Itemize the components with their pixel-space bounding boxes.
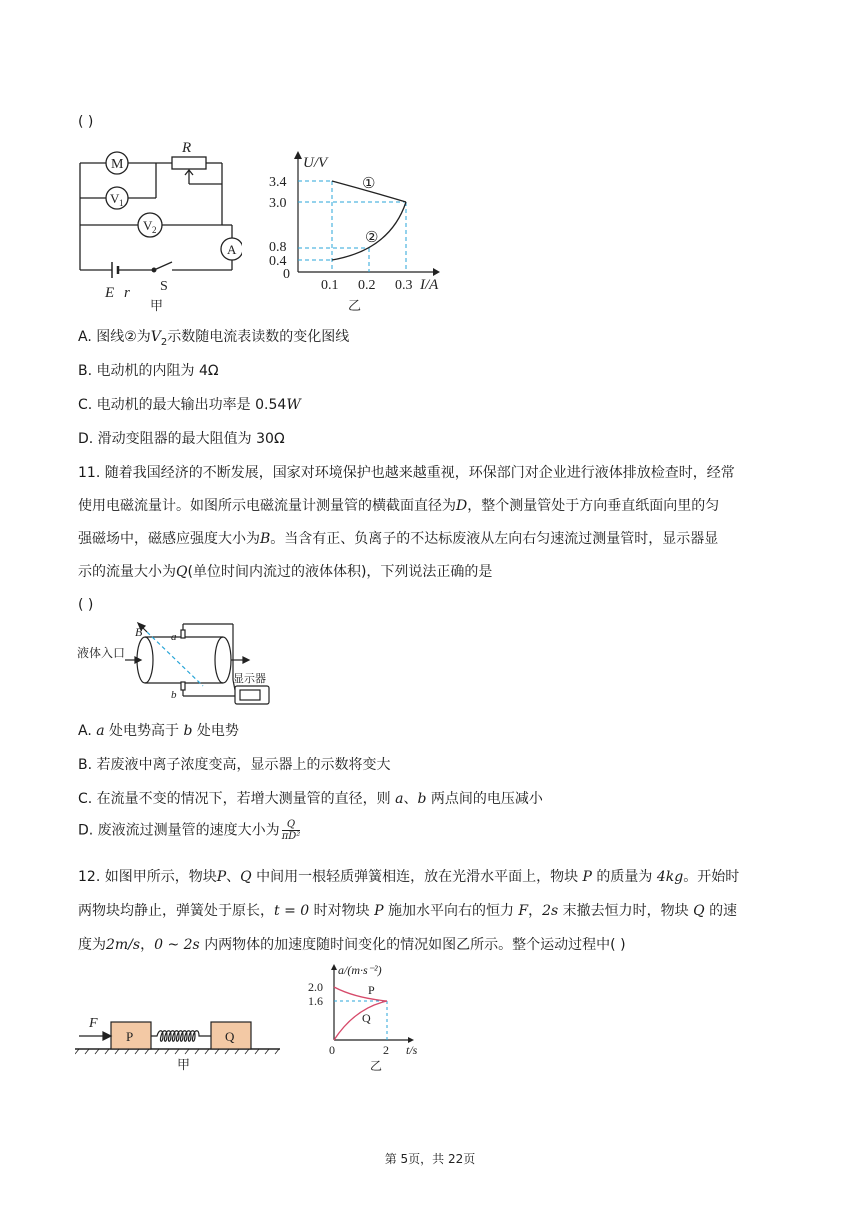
curve-1-label: ① [362, 176, 376, 192]
y-tick-3-4: 3.4 [269, 175, 287, 190]
q11-bracket: ( ) [78, 597, 94, 613]
label-V1: V [110, 191, 120, 206]
label-S: S [160, 279, 168, 294]
label-R: R [182, 140, 192, 156]
label-M: M [111, 157, 124, 172]
a-x-tick-0: 0 [329, 1043, 335, 1057]
q12-stem-line1: 12. 如图甲所示，物块P、Q 中间用一根轻质弹簧相连，放在光滑水平面上，物块 P 的质量为 4kg。开始时 [78, 869, 740, 885]
block-label-P: P [126, 1029, 134, 1044]
block-label-Q: Q [225, 1029, 235, 1044]
a-y-tick-2-0: 2.0 [308, 980, 323, 994]
x-tick-0-3: 0.3 [395, 278, 413, 293]
q11-option-c[interactable]: C. 在流量不变的情况下，若增大测量管的直径，则 a、b 两点间的电压减小 [78, 791, 543, 807]
ui-graph [265, 145, 455, 315]
flowmeter-diagram [75, 620, 285, 710]
blocks-diagram [75, 1005, 285, 1075]
a-x-label: t/s [406, 1043, 418, 1057]
label-V1-sub: 1 [119, 198, 124, 208]
y-tick-0: 0 [283, 267, 290, 282]
label-V2: V [143, 218, 153, 233]
q10-option-b[interactable]: B. 电动机的内阻为 4Ω [78, 363, 219, 379]
label-r: r [124, 285, 130, 301]
curve-2-label: ② [365, 230, 379, 246]
flow-label-B: B [135, 625, 143, 639]
flow-label-inlet: 液体入口 [77, 646, 126, 660]
x-axis-label: I/A [420, 277, 439, 293]
label-V2-sub: 2 [152, 225, 157, 235]
velocity-fraction: $\frac{Q}{\text{πD²}}$ [281, 819, 301, 842]
q11-stem-line4: 示的流量大小为Q(单位时间内流过的液体体积)，下列说法正确的是 [78, 564, 493, 580]
y-tick-3-0: 3.0 [269, 196, 287, 211]
y-axis-label: U/V [303, 155, 328, 171]
q11-option-b[interactable]: B. 若废液中离子浓度变高，显示器上的示数将变大 [78, 757, 391, 773]
a-y-label: a/(m·s⁻²) [338, 963, 382, 977]
a-curve-P: P [368, 983, 375, 997]
caption-jia-2: 甲 [177, 1057, 191, 1072]
caption-yi-2: 乙 [370, 1059, 383, 1073]
x-tick-0-1: 0.1 [321, 278, 339, 293]
q11-stem-line1: 11. 随着我国经济的不断发展，国家对环境保护也越来越重视，环保部门对企业进行液体排放检查时，经常 [78, 465, 735, 481]
flow-label-a: a [171, 631, 177, 643]
q11-stem-line2: 使用电磁流量计。如图所示电磁流量计测量管的横截面直径为D，整个测量管处于方向垂直纸面向里的匀 [78, 498, 720, 514]
q12-stem-line2: 两物块均静止，弹簧处于原长，t = 0 时对物块 P 施加水平向右的恒力 F，2s 末撤去恒力时，物块 Q 的速 [78, 903, 738, 919]
force-label-F: F [89, 1016, 98, 1031]
q10-option-d[interactable]: D. 滑动变阻器的最大阻值为 30Ω [78, 431, 285, 447]
flow-label-display: 显示器 [233, 673, 266, 685]
label-E: E [105, 285, 115, 301]
q10-option-a[interactable]: A. 图线②为$V_2$示数随电流表读数的变化图线 [78, 329, 350, 348]
q12-stem-line3: 度为2m/s，0 ~ 2s 内两物体的加速度随时间变化的情况如图乙所示。整个运动过程中( ) [78, 937, 626, 953]
label-A: A [227, 242, 237, 257]
at-graph [300, 960, 440, 1075]
circuit-diagram [72, 140, 242, 315]
a-x-tick-2: 2 [383, 1043, 389, 1057]
flow-label-b: b [171, 689, 177, 701]
y-tick-0-8: 0.8 [269, 240, 287, 255]
q10-option-c[interactable]: C. 电动机的最大输出功率是 0.54W [78, 397, 301, 413]
q11-option-d[interactable]: D. 废液流过测量管的速度大小为 $\frac{Q}{\text{πD²}}$ [78, 819, 301, 842]
x-tick-0-2: 0.2 [358, 278, 376, 293]
caption-jia: 甲 [150, 298, 164, 313]
y-tick-0-4: 0.4 [269, 254, 287, 269]
a-curve-Q: Q [362, 1011, 371, 1025]
a-y-tick-1-6: 1.6 [308, 994, 323, 1008]
q11-option-a[interactable]: A. a 处电势高于 b 处电势 [78, 723, 239, 739]
caption-yi: 乙 [348, 298, 362, 313]
page-footer: 第 5页，共 22页 [384, 1152, 476, 1166]
q11-stem-line3: 强磁场中，磁感应强度大小为B。当含有正、负离子的不达标废液从左向右匀速流过测量管时，显示器显 [78, 531, 719, 547]
q10-bracket: ( ) [78, 114, 94, 130]
